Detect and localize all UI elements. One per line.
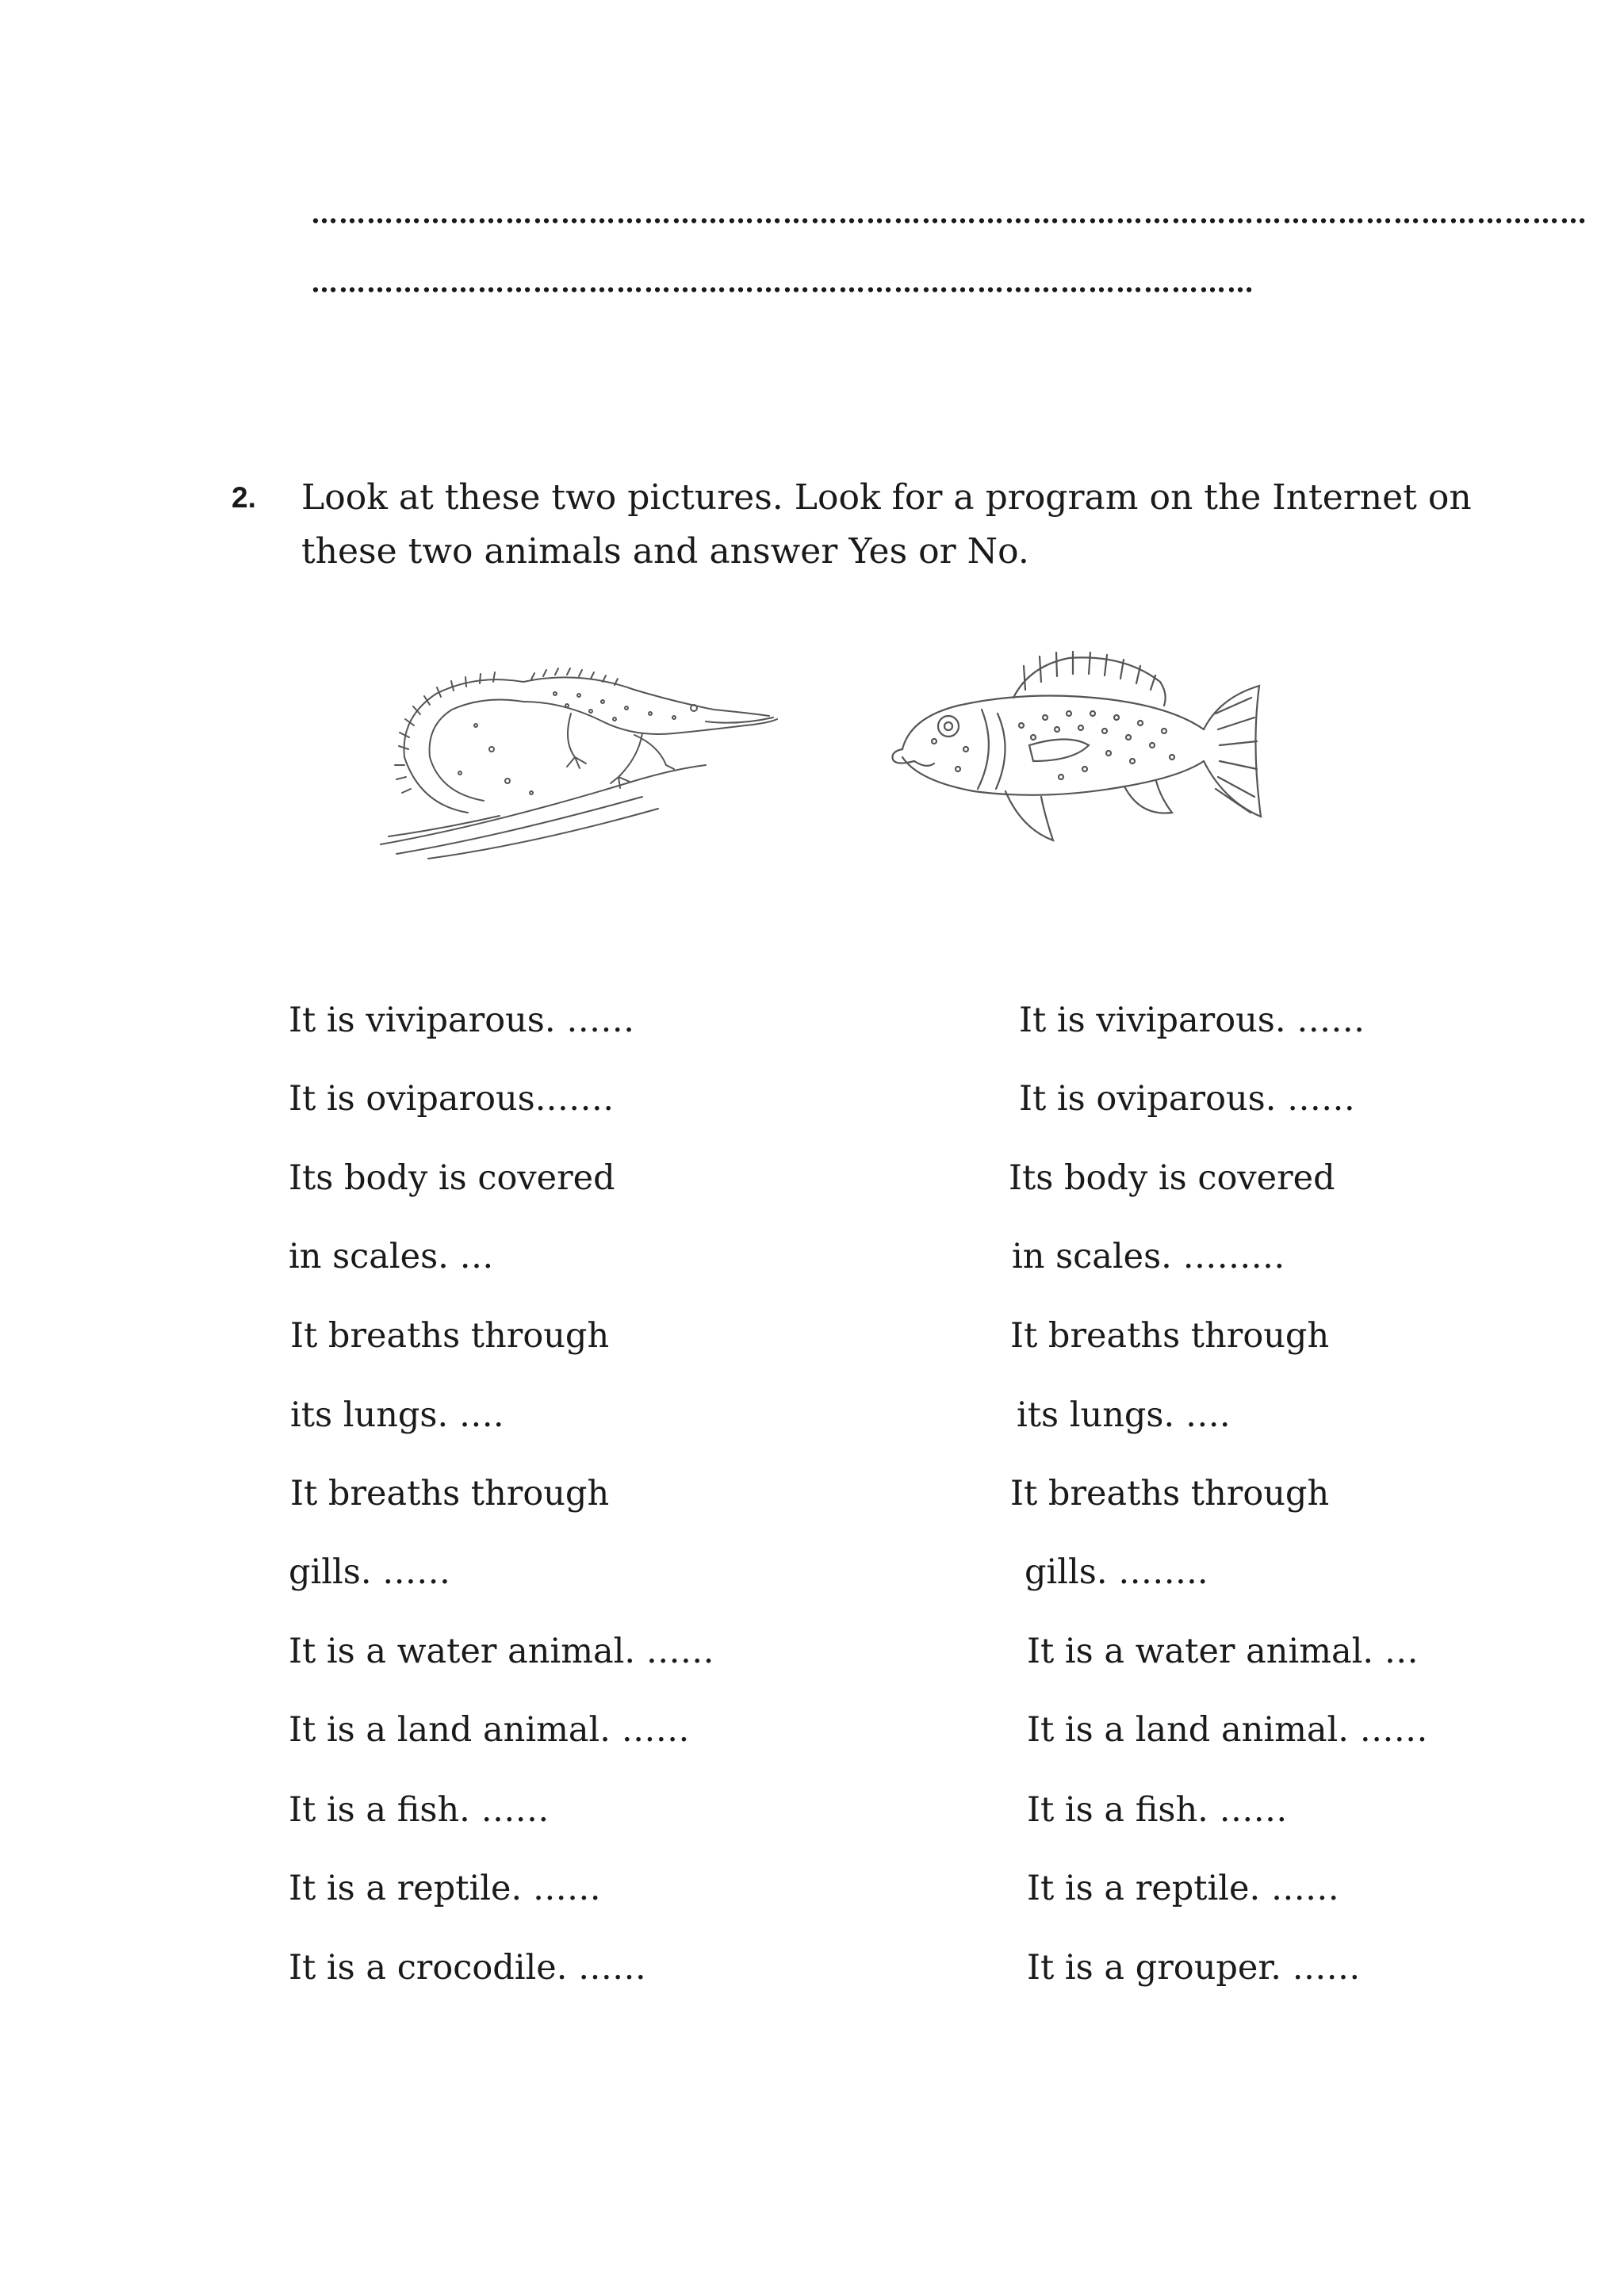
left-item-9: It is a water animal. …… (289, 1632, 714, 1671)
question-number: 2. (232, 481, 256, 514)
right-item-11: It is a fish. …… (1027, 1790, 1288, 1830)
right-item-13: It is a grouper. …… (1027, 1948, 1361, 1988)
left-item-4: in scales. … (289, 1237, 494, 1276)
grouper-fish-image (887, 650, 1267, 848)
right-item-8: gills. …….. (1025, 1552, 1208, 1592)
right-item-5: It breaths through (1010, 1316, 1330, 1356)
question-line-2: these two animals and answer Yes or No. (301, 531, 1029, 572)
right-item-4: in scales. ……… (1012, 1237, 1285, 1276)
crocodile-image (373, 646, 785, 860)
left-item-13: It is a crocodile. …… (289, 1948, 647, 1988)
left-item-1: It is viviparous. …… (289, 1001, 635, 1040)
left-item-7: It breaths through (290, 1474, 610, 1513)
right-item-6: its lungs. …. (1017, 1395, 1231, 1435)
right-item-3: Its body is covered (1009, 1158, 1335, 1198)
left-item-5: It breaths through (290, 1316, 610, 1356)
right-item-2: It is oviparous. …… (1019, 1079, 1356, 1119)
question-line-1: Look at these two pictures. Look for a program on the Internet on (301, 477, 1472, 518)
left-item-12: It is a reptile. …… (289, 1869, 601, 1908)
left-item-8: gills. …… (289, 1552, 451, 1592)
right-item-9: It is a water animal. … (1027, 1632, 1419, 1671)
left-item-2: It is oviparous.…… (289, 1079, 615, 1119)
right-item-7: It breaths through (1010, 1474, 1330, 1513)
answer-line-1: ………………………………………………………………………………………………………………………… (311, 198, 1588, 230)
left-item-3: Its body is covered (289, 1158, 615, 1198)
left-item-6: its lungs. …. (290, 1395, 504, 1435)
right-item-10: It is a land animal. …… (1027, 1710, 1428, 1750)
left-item-10: It is a land animal. …… (289, 1710, 690, 1750)
right-item-1: It is viviparous. …… (1019, 1001, 1365, 1040)
right-item-12: It is a reptile. …… (1027, 1869, 1339, 1908)
answer-line-2: ………………………………………………………………………………………… (311, 267, 1254, 299)
left-item-11: It is a fish. …… (289, 1790, 550, 1830)
